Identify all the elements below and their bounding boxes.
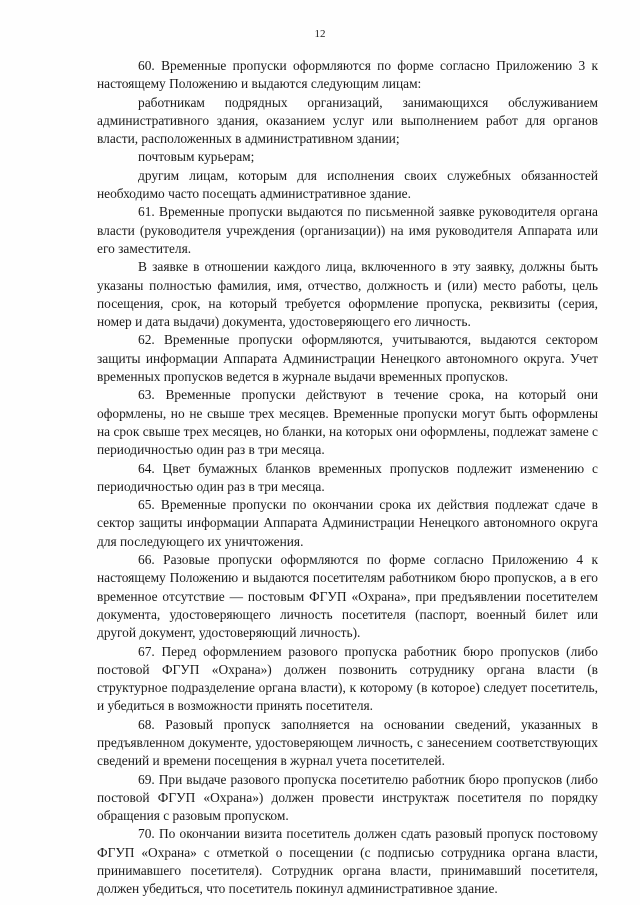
paragraph-61-request-details: В заявке в отношении каждого лица, включенного в эту заявку, должны быть указаны полностью фамилия, имя, отчество, должность и (или) место работы, цель посещения, срок, на который требуется оформление пропуска, реквизиты (серия, номер и дата выдачи) документа, удостоверяющего его личность.	[97, 259, 598, 330]
paragraph-60-item-others: другим лицам, которым для исполнения своих служебных обязанностей необходимо часто посещать административное здание.	[97, 167, 598, 202]
paragraph-64: 64. Цвет бумажных бланков временных пропусков подлежит изменению с периодичностью один раз в три месяца.	[97, 460, 598, 494]
paragraph-69: 69. При выдаче разового пропуска посетителю работник бюро пропусков (либо постовой ФГУП «Охрана») должен провести инструктаж посетителя по порядку обращения с разовым пропуском.	[97, 771, 598, 824]
paragraph-65: 65. Временные пропуски по окончании срока их действия подлежат сдаче в сектор защиты информации Аппарата Администрации Ненецкого автономного округа для последующего их уничтожения.	[97, 497, 598, 549]
paragraph-68: 68. Разовый пропуск заполняется на основании сведений, указанных в предъявленном документе, удостоверяющем личность, с занесением соответствующих сведений и времени посещения в журнал учета посетителей.	[97, 716, 598, 769]
paragraph-63: 63. Временные пропуски действуют в течение срока, на который они оформлены, но не свыше трех месяцев. Временные пропуски могут быть оформлены на срок свыше трех месяцев, но бланки, на которых они оформлены, подлежат замене с периодичностью один раз в три месяца.	[97, 387, 598, 458]
paragraph-67: 67. Перед оформлением разового пропуска работник бюро пропусков (либо постовой ФГУП «Охрана») должен позвонить сотруднику органа власти (в структурное подразделение органа власти), к которому (в которое) следует посетитель, и убедиться в возможности принять посетителя.	[97, 643, 598, 714]
paragraph-60-item-contractors: работникам подрядных организаций, занимающихся обслуживанием административного здания, оказанием услуг или выполнением работ для органов власти, расположенных в административном здании;	[97, 94, 598, 147]
paragraph-66: 66. Разовые пропуски оформляются по форме согласно Приложению 4 к настоящему Положению и выдаются посетителям работником бюро пропусков, а в его временное отсутствие — постовым ФГУП «Охрана», при предъявлении посетителем документа, удостоверяющего личность посетителя (паспорт, военный билет или другой документ, удостоверяющий личность).	[97, 552, 598, 641]
document-body	[97, 57, 598, 899]
paragraph-62: 62. Временные пропуски оформляются, учитываются, выдаются сектором защиты информации Аппарата Администрации Ненецкого автономного округа. Учет временных пропусков ведется в журнале выдачи временных пропусков.	[97, 332, 598, 385]
paragraph-61: 61. Временные пропуски выдаются по письменной заявке руководителя органа власти (руководителя учреждения (организации)) на имя руководителя Аппарата или его заместителя.	[97, 204, 598, 256]
page-number: 12	[314, 28, 326, 40]
paragraph-60-item-couriers: почтовым курьерам;	[138, 149, 255, 165]
paragraph-60: 60. Временные пропуски оформляются по форме согласно Приложению 3 к настоящему Положению и выдаются следующим лицам:	[97, 58, 598, 92]
paragraph-70: 70. По окончании визита посетитель должен сдать разовый пропуск постовому ФГУП «Охрана» с отметкой о посещении (с подписью сотрудника органа власти, принимавшего посетителя). Сотрудник органа власти, принимавший посетителя, должен убедиться, что посетитель покинул административное здание.	[97, 826, 598, 897]
